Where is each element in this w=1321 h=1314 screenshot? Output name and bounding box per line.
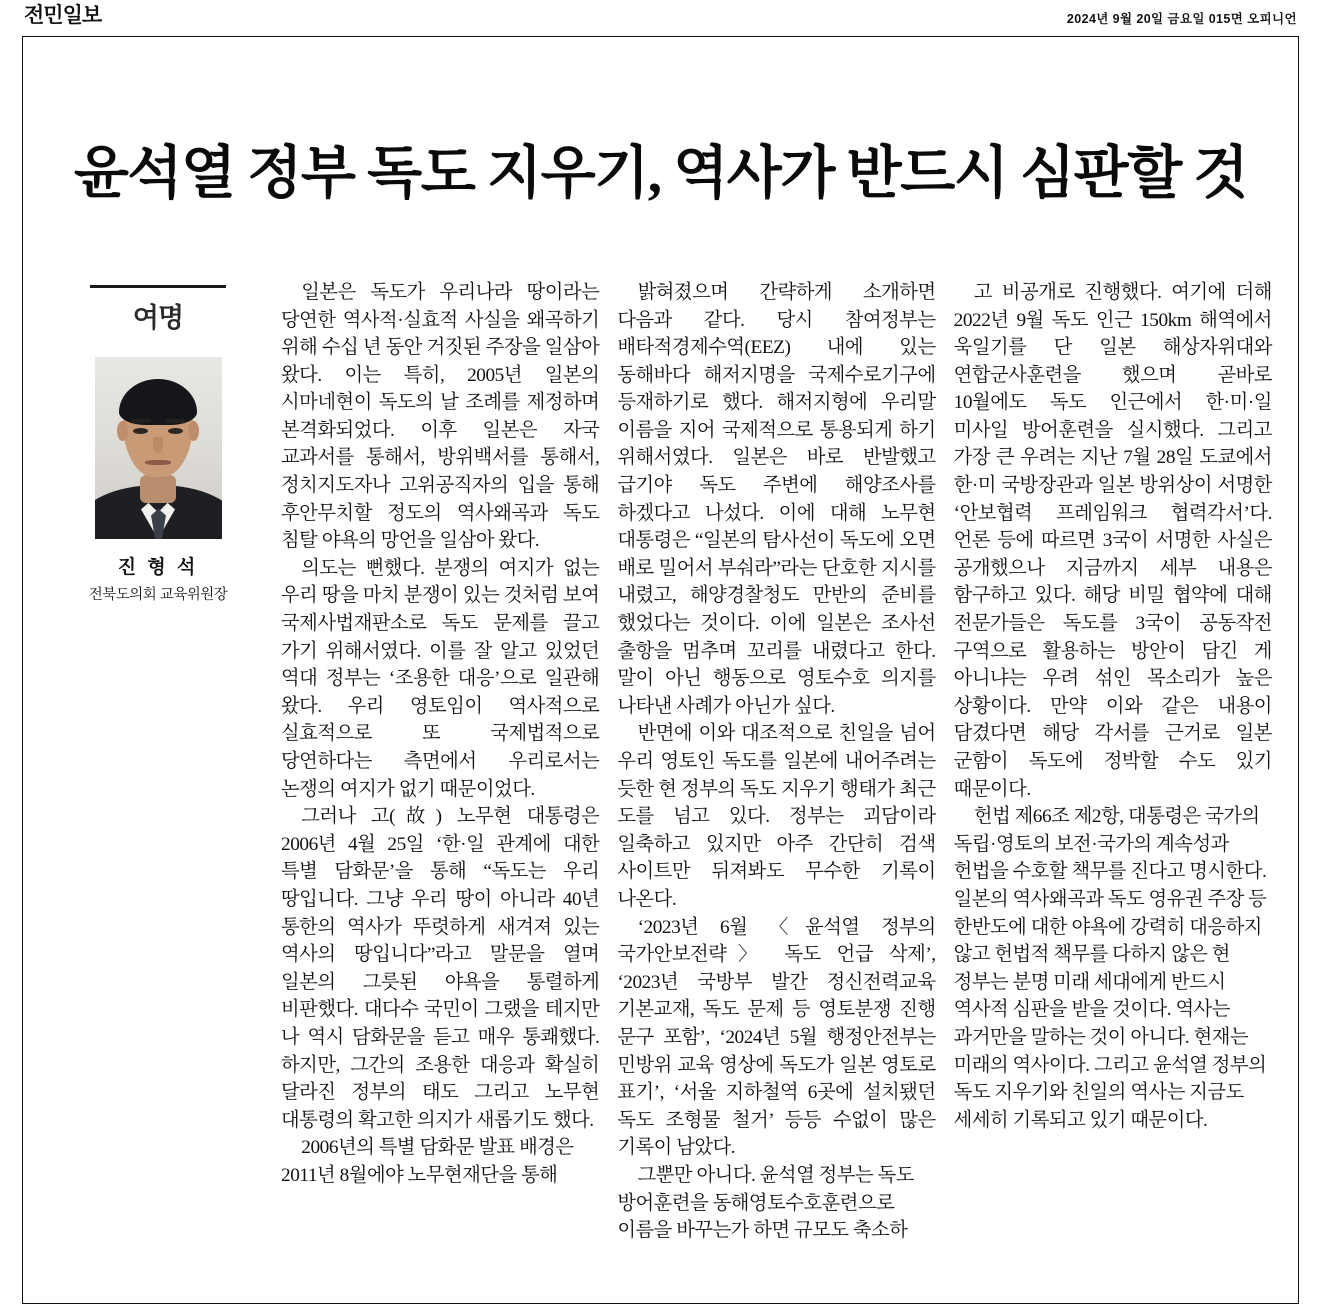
article-frame [22, 36, 1299, 1304]
paragraph: 그러나 고(故) 노무현 대통령은 2006년 4월 25일 ‘한·일 관계에 대한 특별 담화문’을 통해 “독도는 우리 땅입니다. 그냥 우리 땅이 아니라 40년 통한의 역사가 뚜렷하게 새겨져 있는 역사의 땅입니다”라고 말문을 열며 일본의 그릇된 야욕을 통렬하게 비판했다. 대다수 국민이 그랬을 테지만 나 역시 담화문을 듣고 매우 통쾌했다. 하지만, 그간의 조용한 대응과 확실히 달라진 정부의 태도 그리고 노무현 대통령의 확고한 의지가 새롭기도 했다. [281, 806, 600, 1131]
mouth-shape [145, 460, 171, 465]
paragraph: 의도는 뻔했다. 분쟁의 여지가 없는 우리 땅을 마치 분쟁이 있는 것처럼 보여 국제사법재판소로 독도 문제를 끌고 가기 위해서였다. 이를 잘 알고 있었던 역대 정부는 ‘조용한 대응’으로 일관해 왔다. 우리 영토임이 역사적으로 실효적으로 또 국제법적으로 당연하다는 측면에서 우리로서는 논쟁의 여지가 없기 때문이었다. [281, 557, 600, 800]
text-column-1 [281, 279, 599, 1245]
ear-right-shape [188, 421, 199, 441]
article-body [23, 243, 1298, 1245]
paragraph: 그뿐만 아니다. 윤석열 정부는 독도 방어훈련을 동해영토수호훈련으로 이름을 바꾸는가 하면 규모도 축소하 [617, 1164, 914, 1242]
newspaper-logo: 전민일보 [24, 4, 102, 27]
author-name: 진 형 석 [117, 556, 199, 578]
paragraph: ‘2023년 6월 〈윤석열 정부의 국가안보전략〉 독도 언급 삭제’, ‘2023년 국방부 발간 정신전력교육 기본교재, 독도 문제 등 영토분쟁 진행 문구 포함’, ‘2024년 5월 행정안전부는 민방위 교육 영상에 독도가 일본 영토로 표기’, ‘서울 지하철역 6곳에 설치됐던 독도 조형물 철거’ 등등 수없이 많은 기록이 남았다. [617, 916, 936, 1159]
divider-rule [90, 285, 226, 288]
author-affiliation: 전북도의회 교육위원장 [88, 586, 228, 603]
text-column-2 [617, 279, 935, 1245]
author-rail [49, 279, 267, 604]
text-columns [267, 279, 1272, 1245]
paragraph: 일본은 독도가 우리나라 땅이라는 당연한 역사적·실효적 사실을 왜곡하기 위해 수십 년 동안 거짓된 주장을 일삼아 왔다. 이는 특히, 2005년 일본의 시마네현이 독도의 날 조례를 제정하며 본격화되었다. 이후 일본은 자국 교과서를 통해서, 방위백서를 통해서, 정치지도자나 고위공직자의 입을 통해 후안무치할 정도의 역사왜곡과 독도 침탈 야욕의 망언을 일삼아 왔다. [281, 281, 600, 552]
neck-shape [140, 475, 176, 503]
masthead [22, 0, 1299, 36]
eyebrow-left-shape [131, 419, 151, 423]
paragraph: 헌법 제66조 제2항, 대통령은 국가의 독립·영토의 보전·국가의 계속성과 헌법을 수호할 책무를 진다고 명시한다. 일본의 역사왜곡과 독도 영유권 주장 등 한반도에 대한 야욕에 강력히 대응하지 않고 헌법적 책무를 다하지 않은 현 정부는 분명 미래 세대에게 반드시 역사적 심판을 받을 것이다. 역사는 과거만을 말하는 것이 아니다. 현재는 미래의 역사이다. 그리고 윤석열 정부의 독도 지우기와 친일의 역사는 지금도 세세히 기록되고 있기 때문이다. [953, 806, 1267, 1131]
paragraph: 반면에 이와 대조적으로 친일을 넘어 우리 영토인 독도를 일본에 내어주려는 듯한 현 정부의 독도 지우기 행태가 최근 도를 넘고 있다. 정부는 괴담이라 일축하고 있지만 아주 간단히 검색 사이트만 뒤져봐도 무수한 기록이 나온다. [617, 723, 936, 910]
nose-shape [153, 437, 163, 453]
column-series-label: 여명 [132, 302, 184, 333]
ear-left-shape [117, 421, 128, 441]
paragraph: 밝혀졌으며 간략하게 소개하면 다음과 같다. 당시 참여정부는 배타적경제수역(EEZ) 내에 있는 동해바다 해저지명을 국제수로기구에 등재하기로 했다. 해저지형에 우리말 이름을 지어 국제적으로 통용되게 하기 위해서였다. 일본은 바로 반발했고 급기야 독도 주변에 해양조사를 하겠다고 나섰다. 이에 대해 노무현 대통령은 “일본의 탐사선이 독도에 오면 배로 밀어서 부숴라”라는 단호한 지시를 내렸고, 해양경찰청도 만반의 준비를 했었다는 것이다. 이에 일본은 조사선 출항을 멈추며 꼬리를 내렸다고 한다. 말이 아닌 행동으로 영토수호 의지를 나타낸 사례가 아닌가 싶다. [617, 281, 936, 717]
text-column-3 [954, 279, 1272, 1245]
eyebrow-right-shape [165, 419, 185, 423]
paragraph: 고 비공개로 진행했다. 여기에 더해 2022년 9월 독도 인근 150km 해역에서 욱일기를 단 일본 해상자위대와 연합군사훈련을 했으며 곧바로 10월에도 독도 인근에서 한·미·일 미사일 방어훈련을 실시했다. 그리고 가장 큰 우려는 지난 7월 28일 도쿄에서 한·미 국방장관과 일본 방위상이 서명한 ‘안보협력 프레임워크 협력각서’다. 언론 등에 따르면 3국이 서명한 사실은 공개했으나 지금까지 세부 내용은 함구하고 있다. 해당 비밀 협약에 대해 전문가들은 독도를 3국이 공동작전 구역으로 활용하는 방안이 담긴 게 아니냐는 우려 섞인 목소리가 높은 상황이다. 만약 이와 같은 내용이 담겼다면 해당 각서를 근거로 일본 군함이 독도에 정박할 수도 있기 때문이다. [953, 281, 1272, 800]
eye-right-shape [168, 428, 183, 434]
eye-left-shape [133, 428, 148, 434]
author-photo [95, 357, 222, 539]
issue-info: 2024년 9월 20일 금요일 015면 오피니언 [1066, 12, 1297, 26]
page-title: 윤석열 정부 독도 지우기, 역사가 반드시 심판할 것 [73, 142, 1248, 206]
paragraph: 2006년의 특별 담화문 발표 배경은 2011년 8월에야 노무현재단을 통해 [281, 1137, 574, 1186]
